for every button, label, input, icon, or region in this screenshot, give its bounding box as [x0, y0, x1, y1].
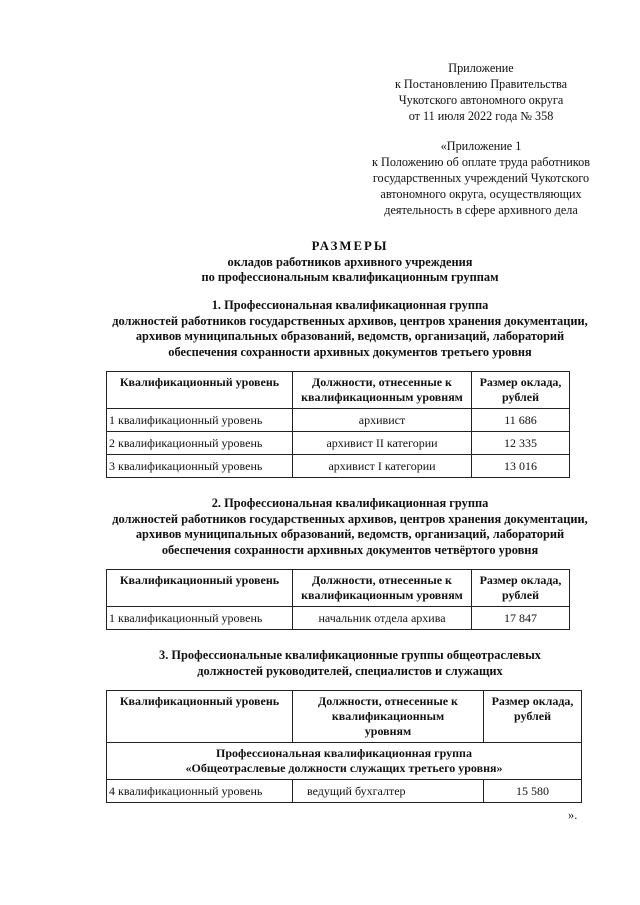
cell-level: 3 квалификационный уровень	[107, 455, 293, 478]
appendix-line: Чукотского автономного округа	[398, 93, 564, 107]
section-line: архивов муниципальных образований, ведомств, организаций, лабораторий	[135, 329, 565, 344]
title-heading: РАЗМЕРЫ	[311, 239, 389, 253]
section-line: обеспечения сохранности архивных документов четвёртого уровня	[161, 542, 539, 557]
table-row	[107, 607, 570, 630]
cell-salary: 17 847	[472, 607, 570, 630]
header-level: Квалификационный уровень	[107, 570, 293, 607]
cell-position: архивист I категории	[293, 455, 472, 478]
salary-table-2	[106, 569, 570, 630]
appendix-header	[350, 60, 612, 124]
table-header-row	[107, 372, 570, 409]
cell-level: 1 квалификационный уровень	[107, 607, 293, 630]
table-row	[107, 780, 582, 803]
section3-heading	[40, 648, 640, 679]
appendix-line: Приложение	[448, 61, 514, 75]
section-line: должностей работников государственных архивов, центров хранения документации,	[112, 313, 588, 328]
salary-table-3	[106, 690, 582, 803]
title-line: по профессиональным квалификационным группам	[201, 270, 499, 284]
appendix-line: к Постановлению Правительства	[394, 77, 568, 91]
header-position: Должности, отнесенные к квалификационным уровням	[293, 570, 472, 607]
subgroup-row	[107, 743, 582, 780]
cell-salary: 11 686	[472, 409, 570, 432]
appendix1-line: «Приложение 1	[440, 139, 522, 153]
cell-position: архивист II категории	[293, 432, 472, 455]
appendix1-line: деятельность в сфере архивного дела	[384, 203, 578, 217]
appendix1-line: автономного округа, осуществляющих	[380, 187, 582, 201]
section-line: 1. Профессиональная квалификационная группа	[211, 298, 489, 312]
table-header-row	[107, 570, 570, 607]
appendix1-line: к Положению об оплате труда работников	[372, 155, 590, 169]
header-position: Должности, отнесенные к квалификационным уровням	[293, 691, 484, 743]
closing-quote: ».	[568, 808, 578, 822]
cell-salary: 15 580	[484, 780, 582, 803]
table-row	[107, 455, 570, 478]
cell-level: 1 квалификационный уровень	[107, 409, 293, 432]
title-line: окладов работников архивного учреждения	[227, 254, 473, 269]
header-level: Квалификационный уровень	[107, 691, 293, 743]
appendix-line: от 11 июля 2022 года № 358	[408, 109, 554, 123]
section-line: архивов муниципальных образований, ведомств, организаций, лабораторий	[135, 527, 565, 542]
table-row	[107, 432, 570, 455]
appendix1-line: государственных учреждений Чукотского	[372, 171, 590, 185]
header-salary: Размер оклада, рублей	[472, 372, 570, 409]
section-line: должностей руководителей, специалистов и служащих	[197, 663, 503, 678]
cell-salary: 13 016	[472, 455, 570, 478]
salary-table-1	[106, 371, 570, 478]
section-line: обеспечения сохранности архивных документов третьего уровня	[168, 344, 532, 359]
header-salary: Размер оклада, рублей	[472, 570, 570, 607]
cell-position: начальник отдела архива	[293, 607, 472, 630]
section-line: 2. Профессиональная квалификационная группа	[211, 496, 489, 510]
appendix1-header	[350, 138, 612, 218]
section2-heading	[40, 496, 640, 558]
table-row	[107, 409, 570, 432]
header-position: Должности, отнесенные к квалификационным уровням	[293, 372, 472, 409]
section-line: должностей работников государственных архивов, центров хранения документации,	[112, 511, 588, 526]
cell-position: ведущий бухгалтер	[293, 780, 484, 803]
section-line: 3. Профессиональные квалификационные группы общеотраслевых	[159, 648, 541, 662]
header-level: Квалификационный уровень	[107, 372, 293, 409]
cell-level: 2 квалификационный уровень	[107, 432, 293, 455]
cell-salary: 12 335	[472, 432, 570, 455]
document-title	[40, 239, 640, 286]
section1-heading	[40, 298, 640, 360]
cell-position: архивист	[293, 409, 472, 432]
subgroup-title: Профессиональная квалификационная группа «Общеотраслевые должности служащих третьего уровня»	[107, 743, 582, 780]
table-header-row	[107, 691, 582, 743]
header-salary: Размер оклада, рублей	[484, 691, 582, 743]
cell-level: 4 квалификационный уровень	[107, 780, 293, 803]
